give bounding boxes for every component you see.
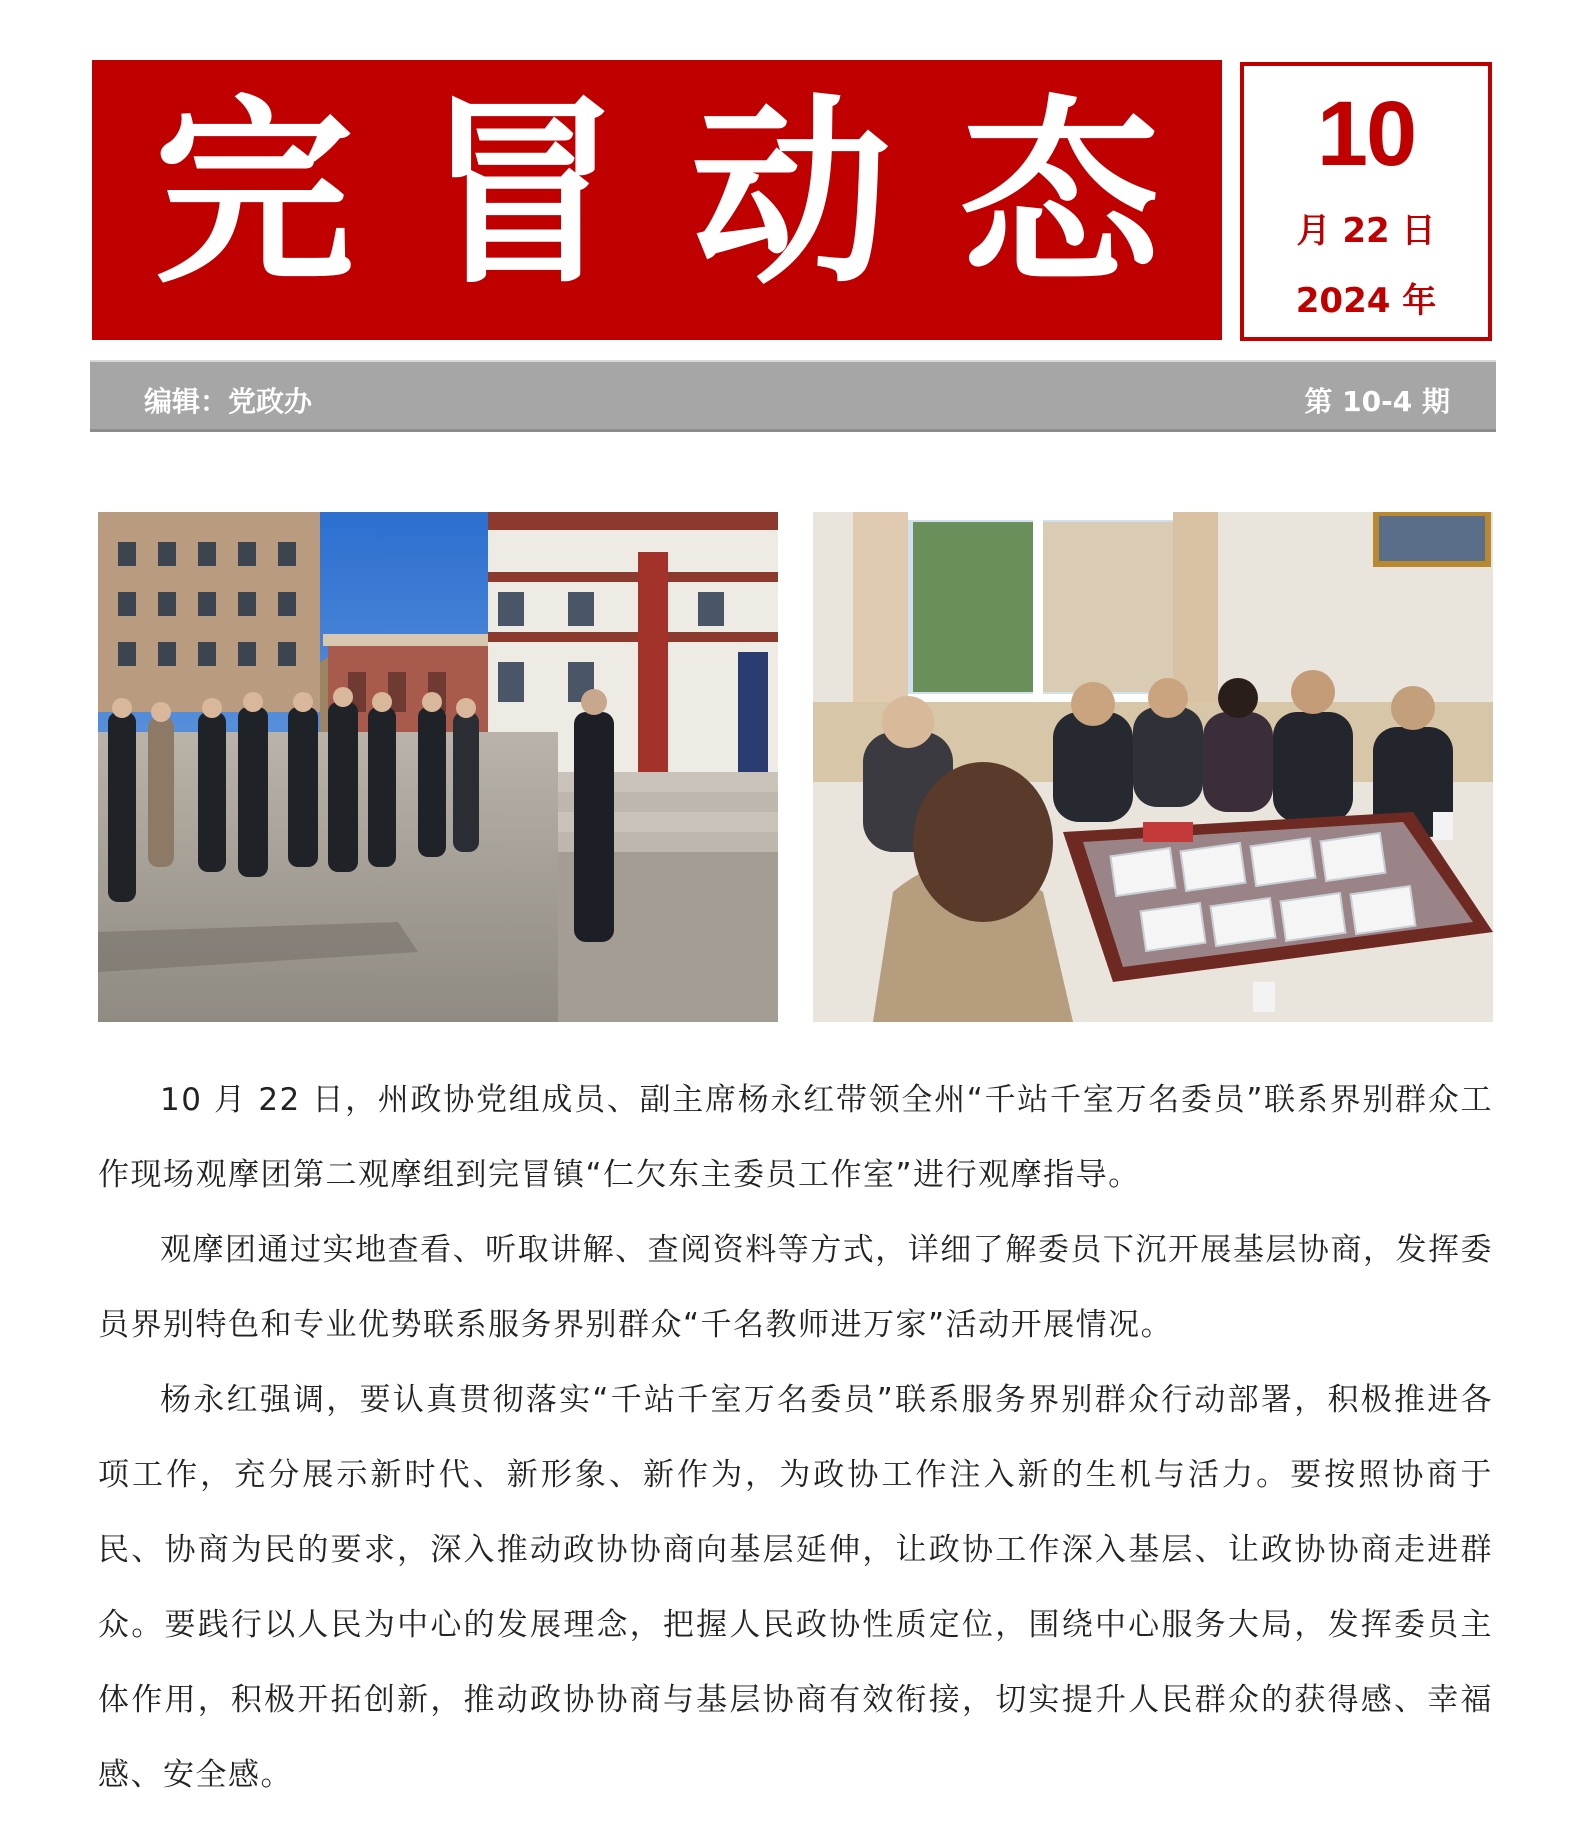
masthead-title xyxy=(92,60,1222,340)
masthead-char-3: 动 xyxy=(691,76,892,311)
photo-indoor-review xyxy=(813,512,1493,1022)
photo-indoor-illustration xyxy=(813,512,1493,1022)
photo-outdoor-visit xyxy=(98,512,778,1022)
masthead-char-4: 态 xyxy=(959,76,1160,311)
date-year: 2024 年 xyxy=(1295,281,1437,321)
editor-label: 编辑：党政办 xyxy=(144,385,313,418)
article-paragraph-3: 杨永红强调，要认真贯彻落实“千站千室万名委员”联系服务界别群众行动部署，积极推进各项工作，充分展示新时代、新形象、新作为，为政协工作注入新的生机与活力。要按照协商于民、协商为民的要求，深入推动政协协商向基层延伸，让政协工作深入基层、让政协协商走进群众。要践行以人民为中心的发展理念，把握人民政协性质定位，围绕中心服务大局，发挥委员主体作用，积极开拓创新，推动政协协商与基层协商有效衔接，切实提升人民群众的获得感、幸福感、安全感。 xyxy=(98,1382,1493,1793)
issue-number: 第 10-4 期 xyxy=(1304,385,1450,418)
date-month-day: 月 22 日 xyxy=(1296,211,1436,251)
date-box xyxy=(1240,62,1492,341)
article-paragraph-1: 10 月 22 日，州政协党组成员、副主席杨永红带领全州“千站千室万名委员”联系界别群众工作现场观摩团第二观摩组到完冒镇“仁欠东主委员工作室”进行观摩指导。 xyxy=(98,1082,1493,1193)
info-bar xyxy=(90,360,1496,432)
date-day: 10 xyxy=(1316,83,1416,185)
article-body xyxy=(98,1063,1493,1813)
article-paragraph-2: 观摩团通过实地查看、听取讲解、查阅资料等方式，详细了解委员下沉开展基层协商，发挥委员界别特色和专业优势联系服务界别群众“千名教师进万家”活动开展情况。 xyxy=(98,1232,1493,1343)
masthead-char-1: 完 xyxy=(154,76,355,311)
masthead-banner xyxy=(92,60,1222,340)
masthead-char-2: 冒 xyxy=(422,76,623,311)
photo-outdoor-illustration xyxy=(98,512,778,1022)
